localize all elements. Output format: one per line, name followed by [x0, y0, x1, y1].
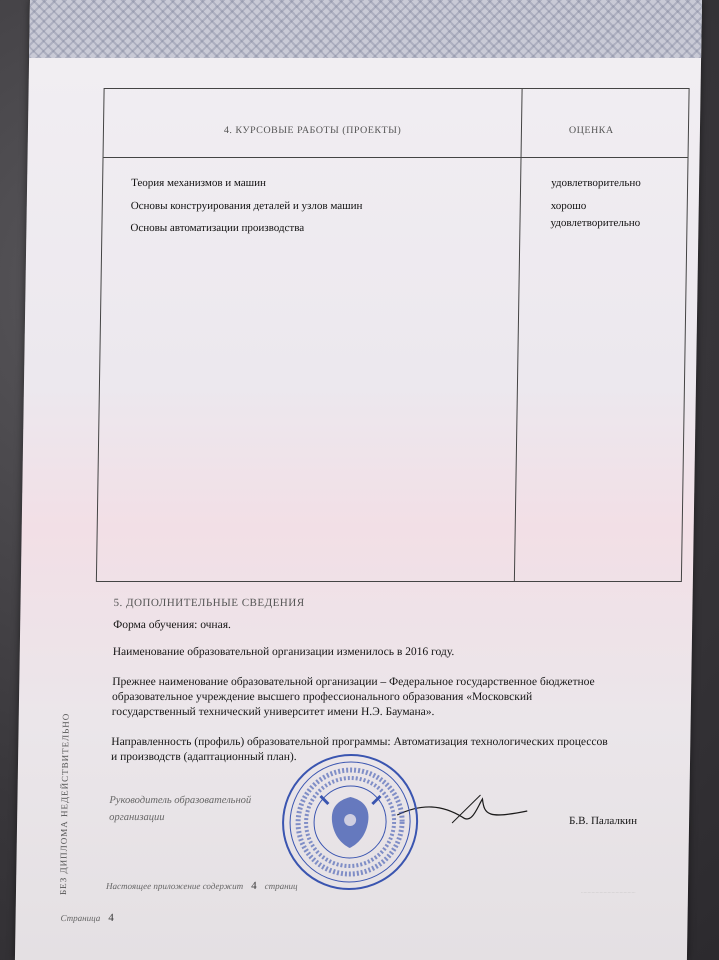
page-label: Страница [60, 913, 101, 923]
program-profile-line: и производств (адаптационный план). [111, 751, 297, 763]
courses-header: 4. КУРСОВЫЕ РАБОТЫ (ПРОЕКТЫ) [223, 125, 402, 136]
course-name: Основы конструирования деталей и узлов машин [130, 200, 363, 212]
signatory-label [109, 792, 251, 826]
column-divider [514, 89, 523, 581]
section5-title: 5. ДОПОЛНИТЕЛЬНЫЕ СВЕДЕНИЯ [113, 597, 305, 609]
printer-imprint: ········································· [580, 890, 636, 895]
former-name-line: образовательное учреждение высшего профессионального образования «Московский [111, 691, 533, 703]
pages-text: страниц [264, 881, 298, 891]
diploma-supplement-page [15, 0, 702, 960]
course-name: Основы автоматизации производства [130, 222, 305, 234]
header-rule [104, 157, 688, 158]
guilloche-pattern [29, 0, 702, 58]
side-validity-note: БЕЗ ДИПЛОМА НЕДЕЙСТВИТЕЛЬНО [57, 712, 71, 895]
signatory-label-line: организации [109, 812, 165, 823]
round-seal [279, 752, 421, 892]
signatory-name: Б.В. Палалкин [569, 815, 638, 827]
course-grade: удовлетворительно [550, 217, 641, 229]
course-works-table [96, 88, 690, 582]
study-form: Форма обучения: очная. [113, 619, 231, 631]
course-grade: хорошо [550, 200, 587, 212]
name-change-note: Наименование образовательной организации изменилось в 2016 году. [112, 646, 455, 658]
course-name: Теория механизмов и машин [131, 177, 267, 189]
page-number-line [60, 912, 113, 924]
pages-text: Настоящее приложение содержит [106, 881, 244, 891]
pages-count: 4 [251, 880, 257, 892]
pages-count-line [106, 880, 298, 892]
program-profile-line: Направленность (профиль) образовательной программы: Автоматизация технологических процессов [111, 736, 608, 748]
former-name-line: Прежнее наименование образовательной организации – Федеральное государственное бюджетное [112, 676, 595, 688]
page-number: 4 [108, 912, 114, 924]
course-grade: удовлетворительно [551, 177, 641, 189]
former-name-line: государственный технический университет имени Н.Э. Баумана». [111, 706, 435, 718]
signatory-label-line: Руководитель образовательной [109, 795, 252, 806]
grade-header: ОЦЕНКА [568, 125, 614, 136]
